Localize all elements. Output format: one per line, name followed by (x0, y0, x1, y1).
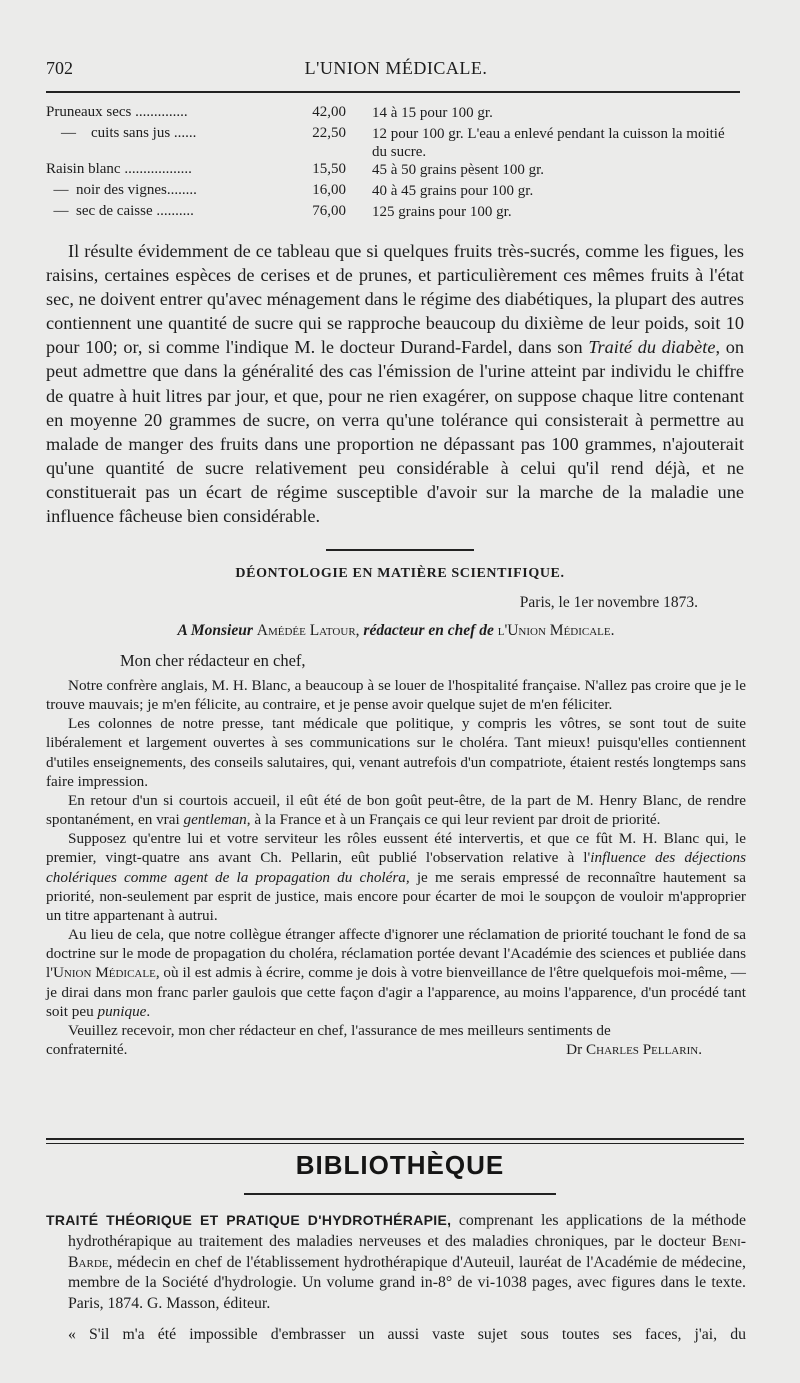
journal-reference: Union Médicale (52, 964, 156, 982)
row-note: 45 à 50 grains pèsent 100 gr. (372, 162, 545, 178)
letter-text: Au lieu de cela, que notre collègue étranger affecte d'ignorer une réclamation de priorité touchant le fond de sa doctrine sur le mode de propagation du choléra, réclamation portée devant l'Académie des sciences et publiée dans l' (46, 926, 746, 982)
addressee-line (46, 622, 746, 640)
entry-text: , médecin en chef de l'établissement hydrothérapique d'Auteuil, lauréat de l'Académie de médecine, membre de la Société d'hydrologie. Un volume grand in-8° de vi-1038 pages, avec figures dans le texte. Paris, 1874. G. Masson, éditeur. (68, 1253, 746, 1313)
signature-name: Charles Pellarin. (586, 1040, 702, 1058)
letter-text: , à la France et à un Français ce qui leur revient par droit de priorité. (246, 811, 661, 829)
closing: confraternité. (46, 1040, 128, 1058)
letter-paragraph: Veuillez recevoir, mon cher rédacteur en chef, l'assurance de mes meilleurs sentiments de (68, 1021, 611, 1039)
page-number: 702 (46, 58, 73, 78)
signature-prefix: Dr (566, 1040, 583, 1058)
addressee-name: Amédée Latour, (256, 622, 360, 639)
row-value: 76,00 (312, 203, 346, 219)
entry-author: Beni-Barde (68, 1232, 746, 1271)
row-label: — sec de caisse .......... (46, 203, 194, 219)
row-note: 40 à 45 grains pour 100 gr. (372, 183, 534, 199)
letter-text: je me serais empressé de reconnaître hautement sa priorité, non-seulement par esprit de justice, mais encore pour écarter de moi le soupçon de vouloir m'approprier un titre appartenant à autrui. (46, 868, 746, 924)
row-value: 15,50 (312, 161, 346, 177)
closing-row (46, 1040, 746, 1060)
bibliography-rule-top (46, 1138, 744, 1140)
bibliography-entry (46, 1210, 746, 1315)
table-row (46, 161, 746, 182)
signature (566, 1040, 702, 1059)
bibliography-title: BIBLIOTHÈQUE (295, 1150, 505, 1180)
table-row (46, 182, 746, 203)
row-note: 12 pour 100 gr. L'eau a enlevé pendant la cuisson la moitié du sucre. (372, 126, 725, 160)
bibliography-rule-thin (46, 1143, 744, 1144)
letter-paragraph: Notre confrère anglais, M. H. Blanc, a beaucoup à se louer de l'hospitalité française. N'allez pas croire que je le trouve mauvais; je m'en félicite, au contraire, et je pense avoir quelque sujet de m'en féliciter. (46, 677, 746, 714)
letter-text: Supposez qu'entre lui et votre serviteur les rôles eussent été intervertis, et que ce fût M. H. Blanc qui, le premier, vingt-quatre ans avant Ch. Pellarin, eût publié l'observation relative à l' (46, 830, 746, 867)
addressee-journal: l'Union Médicale. (497, 622, 615, 639)
letter-text: En retour d'un si courtois accueil, il eût été de bon goût peut-être, de la part de M. Henry Blanc, de rendre spontanément, en vrai (46, 791, 746, 829)
row-value: 42,00 (312, 104, 346, 120)
letter-paragraph (46, 925, 746, 1021)
row-value: 22,50 (312, 125, 346, 141)
letter-text: , où il est admis à écrire, comme je dois à votre bienveillance de l'être quelquefois moi-même, — je dirai dans mon franc parler gaulois que cette façon d'agir a l'apparence, au moins l'apparence, d'un procédé tant soit peu (46, 964, 746, 1020)
row-note: 14 à 15 pour 100 gr. (372, 105, 493, 121)
intro-paragraph (46, 239, 744, 528)
bibliography-title-rule (244, 1193, 556, 1195)
intro-text: Il résulte évidemment de ce tableau que si quelques fruits très-sucrés, comme les figues, les raisins, certaines espèces de cerises et de prunes, et particulièrement ces mêmes fruits à l'état sec, ne doivent entrer qu'avec ménagement dans le régime des diabétiques, la plupart des autres contiennent une quantité de sucre qui se rapproche beaucoup du dixième de leur poids, soit 10 pour 100; or, si comme l'indique M. le docteur Durand-Fardel, dans son (46, 241, 744, 358)
row-label: Raisin blanc .................. (46, 161, 192, 177)
section-divider (326, 549, 474, 551)
italic-term: gentleman (183, 811, 247, 829)
row-label: — cuits sans jus ...... (46, 125, 197, 141)
letter-body (46, 676, 746, 1060)
book-entry-title: TRAITÉ THÉORIQUE ET PRATIQUE D'HYDROTHÉRAPIE, (46, 1212, 452, 1228)
dateline: Paris, le 1er novembre 1873. (519, 594, 698, 611)
addressee-role: rédacteur en chef de (363, 622, 494, 639)
letter-paragraph (46, 791, 746, 829)
journal-name: L'UNION MÉDICALE. (304, 58, 488, 78)
intro-text-continued: , on peut admettre que dans la généralité des cas l'émission de l'urine atteint par individu le chiffre de quatre à huit litres par jour, et que, pour ne rien exagérer, on suppose chaque litre contenant en moyenne 20 grammes de sucre, on verra qu'une tolérance qui consisterait à permettre au malade de manger des fruits dans une proportion ne dépassant pas 100 grammes, n'ajouterait qu'une quantité de sucre relativement peu considérable à celui qu'il rend déjà, et ne constituerait pas un écart de régime susceptible d'avoir sur la marche de la maladie une influence fâcheuse bien considérable. (46, 337, 745, 527)
quote-line: « S'il m'a été impossible d'embrasser un aussi vaste sujet sous toutes ses faces, j'ai, du (68, 1326, 746, 1343)
header-rule (46, 91, 740, 93)
table-row (46, 104, 746, 125)
salutation: Mon cher rédacteur en chef, (120, 651, 306, 670)
row-note: 125 grains pour 100 gr. (372, 204, 512, 220)
table-row (46, 125, 746, 161)
book-title: Traité du diabète (588, 337, 716, 358)
section-title: DÉONTOLOGIE EN MATIÈRE SCIENTIFIQUE. (235, 566, 565, 581)
letter-text: . (146, 1002, 151, 1020)
addressee-prefix: A Monsieur (177, 622, 253, 639)
italic-term: punique (97, 1002, 147, 1020)
entry-text: comprenant les applications de la méthode hydrothérapique au traitement des maladies nerveuses et des maladies chroniques, par le docteur (68, 1212, 746, 1250)
italic-title: influence des déjections cholériques comme agent de la propagation du choléra, (46, 849, 746, 886)
running-header (46, 58, 746, 82)
letter-paragraph (46, 829, 746, 925)
row-label: Pruneaux secs .............. (46, 104, 188, 120)
letter-paragraph: Les colonnes de notre presse, tant médicale que politique, y compris les vôtres, se sont tout de suite libéralement et largement ouvertes à ses communications sur le choléra. Tant mieux! puisqu'elles contiennent d'utiles enseignements, des conseils salutaires, qui, venant autrefois d'un compatriote, étaient restés longtemps sans faire impression. (46, 715, 746, 790)
table-row (46, 203, 746, 224)
row-value: 16,00 (312, 182, 346, 198)
row-label: — noir des vignes........ (46, 182, 197, 198)
sugar-content-table (46, 104, 746, 224)
